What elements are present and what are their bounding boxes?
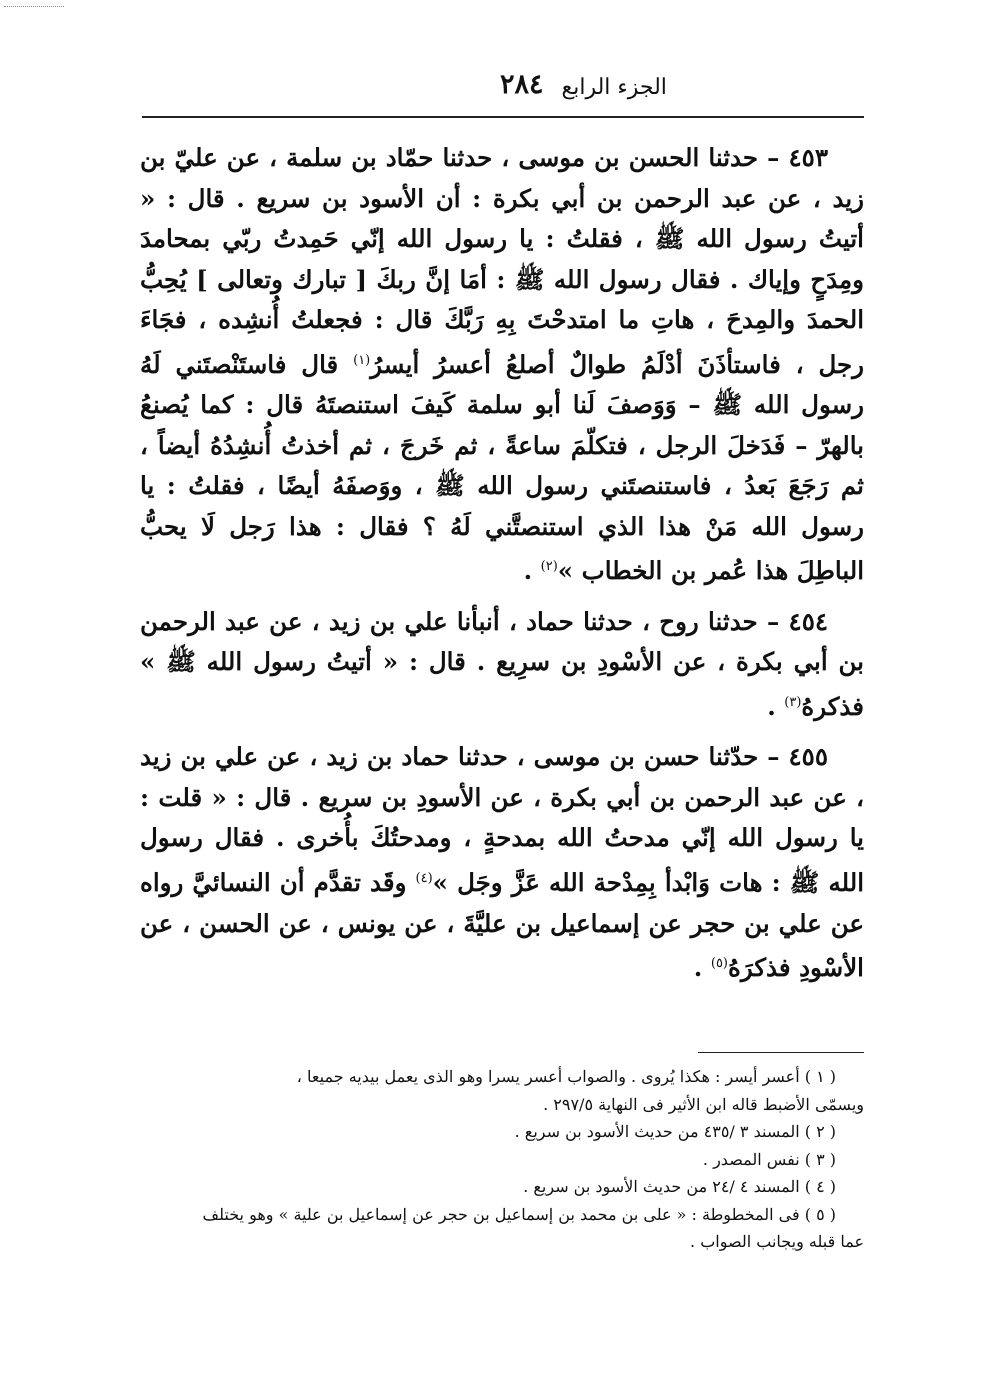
main-text bbox=[140, 138, 864, 999]
running-title: الجزء الرابع bbox=[561, 75, 667, 100]
hadith-text: حدثنا الحسن بن موسى ، حدثنا حمّاد بن سلمة ، عن عليّ بن زيد ، عن عبد الرحمن بن أبي بكرة : أن الأسود بن سريع . قال : « أتيتُ رسول الله ﷺ ، فقلتُ : يا رسول الله إنّي حَمِدتُ ربّي بمحامدَ ومِدَحٍ وإياك . فقال رسول الله ﷺ : أمَا إنَّ ربكَ [ تبارك وتعالى ] يُحِبُّ الحمدَ والمِدحَ ، هاتِ ما امتدحْتَ بِهِ رَبَّكَ قال : فجعلتُ أُنشِده ، فجَاءَ رجل ، فاستأذَنَ أدْلَمُ طوالٌ أصلعُ أعسرُ أيسرُ bbox=[140, 143, 864, 379]
hadith-paragraph: ٤٥٥ – حدّثنا حسن بن موسى ، حدثنا حماد بن زيد ، عن علي بن زيد ، عن عبد الرحمن بن أبي بكرة ، عن الأسودِ بن سريع . قال : « قلت : يا رسول الله إنّي مدحتُ الله بمدحةٍ ، ومدحتُكَ بأُخرى . فقال رسول الله ﷺ : هات وَابْدأ بِمِدْحة الله عَزَّ وجَل »$^{(٤)}$ وقَد تقدَّم أن النسائيَّ رواه عن علي بن حجر عن إسماعيل بن عليَّةَ ، عن يونس ، عن الحسن ، عن الأسْودِ فذكرَهُ$^{(٥)}$ . bbox=[140, 742, 865, 983]
footnote-line: ( ٤ ) المسند ٤ /٢٤ من حديث الأسود بن سريع . bbox=[523, 1177, 836, 1196]
footnote-ref[interactable]: (١) bbox=[353, 352, 371, 368]
footnote-ref[interactable]: (٣) bbox=[784, 694, 802, 710]
footnotes bbox=[170, 1063, 864, 1256]
page-header bbox=[500, 60, 842, 100]
footnote-ref[interactable]: (٤) bbox=[415, 870, 433, 886]
hadith-number: ٤٥٣ bbox=[788, 143, 828, 172]
footnote-line: ( ٢ ) المسند ٣ /٤٣٥ من حديث الأسود بن سريع . bbox=[514, 1122, 836, 1141]
footnote-ref[interactable]: (٢) bbox=[540, 559, 558, 575]
footnote-line: ( ٥ ) فى المخطوطة : « على بن محمد بن إسماعيل بن حجر عن إسماعيل بن علية » وهو يختلف bbox=[202, 1204, 836, 1224]
scan-edge-mark bbox=[4, 6, 64, 7]
footnote-line: ( ١ ) أعسر أيسر : هكذا يُروى . والصواب أعسر يسرا وهو الذى يعمل بيديه جميعا ، bbox=[296, 1067, 836, 1086]
hadith-number: ٤٥٥ bbox=[788, 742, 828, 772]
header-rule bbox=[142, 116, 864, 118]
footnote-line: ( ٣ ) نفس المصدر . bbox=[702, 1149, 836, 1169]
hadith-text: حدّثنا حسن بن موسى ، حدثنا حماد بن زيد ، عن علي بن زيد ، عن عبد الرحمن بن أبي بكرة ، عن الأسودِ بن سريع . قال : « قلت : يا رسول الله إنّي مدحتُ الله بمدحةٍ ، ومدحتُكَ بأُخرى . فقال رسول الله ﷺ : هات وَابْدأ بِمِدْحة الله عَزَّ وجَل » bbox=[140, 742, 865, 898]
hadith-text-cont: قال فاستَنْصتَني لَهُ رسول الله ﷺ – وَوَصفَ لَنا أبو سلمة كَيفَ استنصتَهُ قال : كما يُصنعُ بالهرّ – فَدَخلَ الرجل ، فتكلّمَ ساعةً ، ثم خَرجَ ، ثم أخذتُ أُنشِدُهُ أيضاً ، ثم رَجَعَ بَعدُ ، فاستنصتَني رسول الله ﷺ ، ووَصفَهُ أيضًا ، فقلتُ : يا رسول الله مَنْ هذا الذي استنصتَّني لَهُ ؟ فقال : هذا رَجل لَا يحبُّ الباطِلَ هذا عُمر بن الخطاب » bbox=[140, 349, 864, 586]
hadith-paragraph: ٤٥٤ – حدثنا روح ، حدثنا حماد ، أنبأنا علي بن زيد ، عن عبد الرحمن بن أبي بكرة ، عن الأسْودِ بن سرِيع . قال : « أتيتُ رسول الله ﷺ » فذكرهُ$^{(٣)}$ . bbox=[140, 606, 864, 721]
footnote-ref[interactable]: (٥) bbox=[710, 956, 728, 972]
hadith-tail: . bbox=[767, 691, 785, 721]
hadith-text: حدثنا روح ، حدثنا حماد ، أنبأنا علي بن زيد ، عن عبد الرحمن بن أبي بكرة ، عن الأسْودِ بن سرِيع . قال : « أتيتُ رسول الله ﷺ » فذكرهُ bbox=[140, 606, 864, 721]
page-number: ٢٨٤ bbox=[500, 69, 544, 100]
hadith-paragraph: ٤٥٣ – حدثنا الحسن بن موسى ، حدثنا حمّاد بن سلمة ، عن عليّ بن زيد ، عن عبد الرحمن بن أبي بكرة : أن الأسود بن سريع . قال : « أتيتُ رسول الله ﷺ ، فقلتُ : يا رسول الله إنّي حَمِدتُ ربّي بمحامدَ ومِدَحٍ وإياك . فقال رسول الله ﷺ : أمَا إنَّ ربكَ [ تبارك وتعالى ] يُحِبُّ الحمدَ والمِدحَ ، هاتِ ما امتدحْتَ بِهِ رَبَّكَ قال : فجعلتُ أُنشِده ، فجَاءَ رجل ، فاستأذَنَ أدْلَمُ طوالٌ أصلعُ أعسرُ أيسرُ$^{(١)}$ قال فاستَنْصتَني لَهُ رسول الله ﷺ – وَوَصفَ لَنا أبو سلمة كَيفَ استنصتَهُ قال : كما يُصنعُ بالهرّ – فَدَخلَ الرجل ، فتكلّمَ ساعةً ، ثم خَرجَ ، ثم أخذتُ أُنشِدُهُ أيضاً ، ثم رَجَعَ بَعدُ ، فاستنصتَني رسول الله ﷺ ، ووَصفَهُ أيضًا ، فقلتُ : يا رسول الله مَنْ هذا الذي استنصتَّني لَهُ ؟ فقال : هذا رَجل لَا يحبُّ الباطِلَ هذا عُمر بن الخطاب »$^{(٢)}$ . bbox=[140, 143, 864, 586]
footnote-line: عما قبله ويجانب الصواب . bbox=[690, 1232, 864, 1251]
footnote-rule bbox=[698, 1052, 864, 1053]
hadith-tail: . bbox=[523, 556, 541, 586]
hadith-number: ٤٥٤ bbox=[788, 606, 829, 636]
footnote-line: ويسمّى الأضبط قاله ابن الأثير فى النهاية ٢٩٧/٥ . bbox=[543, 1094, 864, 1114]
hadith-tail: . bbox=[693, 953, 711, 983]
hadith-text-cont: وقَد تقدَّم أن النسائيَّ رواه عن علي بن حجر عن إسماعيل بن عليَّةَ ، عن يونس ، عن الحسن ، عن الأسْودِ فذكرَهُ bbox=[140, 868, 864, 983]
